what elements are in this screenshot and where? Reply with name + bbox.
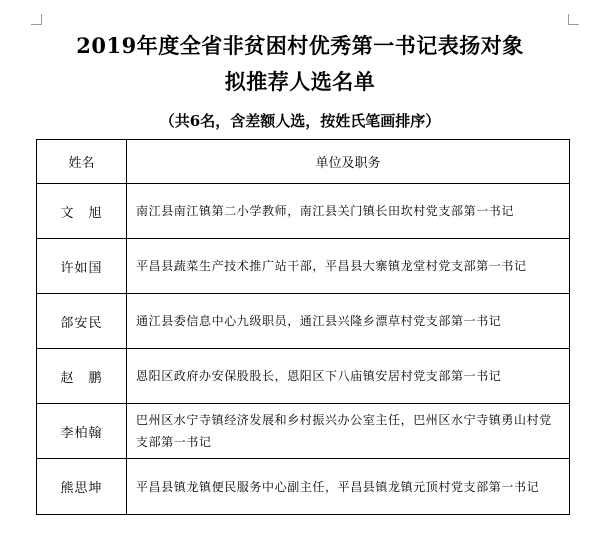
candidate-unit: 平昌县蔬菜生产技术推广站干部，平昌县大寨镇龙堂村党支部第一书记	[127, 239, 570, 294]
table-row	[37, 239, 570, 294]
candidate-name: 赵 鹏	[37, 349, 127, 404]
candidate-name: 熊思坤	[37, 459, 127, 515]
name-column-header: 姓名	[37, 140, 127, 184]
candidate-name: 许如国	[37, 239, 127, 294]
candidate-table	[36, 139, 570, 515]
table-row	[37, 459, 570, 515]
document-title-line-2: 拟推荐人选名单	[224, 69, 376, 94]
unit-column-header: 单位及职务	[127, 140, 570, 184]
candidate-unit: 巴州区水宁寺镇经济发展和乡村振兴办公室主任，巴州区水宁寺镇勇山村党支部第一书记	[127, 404, 570, 459]
document-title-line-1: 2019年度全省非贫困村优秀第一书记表扬对象	[76, 33, 524, 58]
page-corner-mark-right	[568, 14, 579, 25]
page-corner-mark-left	[31, 14, 42, 25]
document-subtitle: （共6名，含差额人选，按姓氏笔画排序）	[159, 112, 441, 130]
candidate-unit: 恩阳区政府办安保股股长，恩阳区下八庙镇安居村党支部第一书记	[127, 349, 570, 404]
candidate-unit: 通江县委信息中心九级职员，通江县兴隆乡漂草村党支部第一书记	[127, 294, 570, 349]
candidate-name: 文 旭	[37, 184, 127, 239]
candidate-name: 李柏翰	[37, 404, 127, 459]
table-header-row	[37, 140, 570, 184]
candidate-name: 郃安民	[37, 294, 127, 349]
candidate-unit: 平昌县镇龙镇便民服务中心副主任，平昌县镇龙镇元顶村党支部第一书记	[127, 459, 570, 515]
table-row	[37, 404, 570, 459]
candidate-unit: 南江县南江镇第二小学教师，南江县关门镇长田坎村党支部第一书记	[127, 184, 570, 239]
table-row	[37, 294, 570, 349]
table-row	[37, 184, 570, 239]
table-row	[37, 349, 570, 404]
